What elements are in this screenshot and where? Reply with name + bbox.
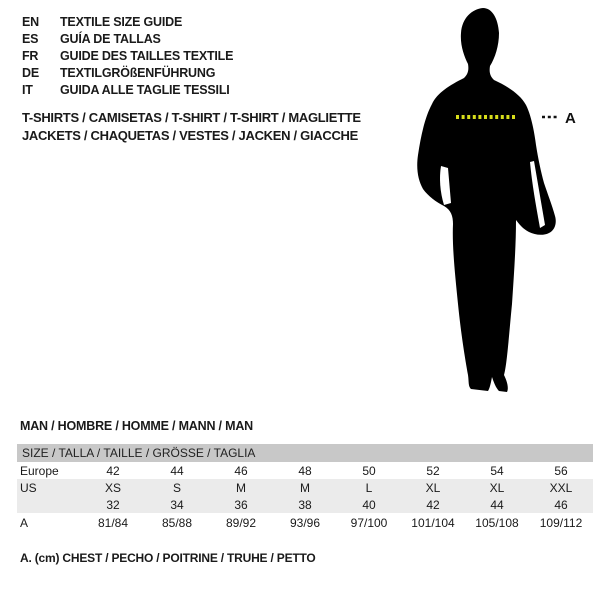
table-cell: L (365, 480, 373, 495)
language-row (22, 30, 233, 47)
language-title: GUIDE DES TAILLES TEXTILE (60, 48, 234, 63)
table-cell: 56 (554, 463, 568, 478)
table-cell: 105/108 (475, 515, 519, 530)
table-row-us (17, 479, 593, 496)
gender-heading: MAN / HOMBRE / HOMME / MANN / MAN (20, 419, 253, 433)
table-cell: 46 (554, 497, 568, 512)
table-cell: 97/100 (350, 515, 388, 530)
table-cell: 81/84 (97, 515, 129, 530)
table-cell: 50 (362, 463, 376, 478)
table-cell: 40 (362, 497, 376, 512)
row-label: A (20, 515, 29, 530)
language-title: GUIDA ALLE TAGLIE TESSILI (60, 82, 230, 97)
table-cell: XL (425, 480, 441, 495)
size-table-header: SIZE / TALLA / TAILLE / GRÖSSE / TAGLIA (17, 444, 593, 462)
measurement-footnote: A. (cm) CHEST / PECHO / POITRINE / TRUHE / PETTO (20, 551, 316, 565)
language-row (22, 13, 233, 30)
category-line-jackets: JACKETS / CHAQUETAS / VESTES / JACKEN / GIACCHE (22, 128, 358, 143)
table-cell: XS (104, 480, 121, 495)
language-title: GUÍA DE TALLAS (60, 31, 161, 46)
language-code: FR (22, 48, 39, 63)
language-list (22, 13, 233, 98)
table-cell: 48 (298, 463, 312, 478)
table-cell: XXL (549, 480, 573, 495)
table-cell: XL (489, 480, 505, 495)
language-row (22, 47, 233, 64)
language-row (22, 81, 233, 98)
man-silhouette-figure (395, 2, 600, 402)
table-cell: M (300, 480, 310, 495)
language-title: TEXTILE SIZE GUIDE (60, 14, 183, 29)
table-row-chest-cm (17, 513, 593, 532)
table-cell: 89/92 (225, 515, 257, 530)
table-cell: 52 (426, 463, 440, 478)
measure-label-a: A (565, 110, 576, 127)
table-cell: 32 (106, 497, 120, 512)
table-cell: 44 (170, 463, 184, 478)
table-cell: S (172, 480, 181, 495)
language-code: EN (22, 14, 39, 29)
garment-categories (22, 109, 361, 145)
language-code: DE (22, 65, 39, 80)
row-label: US (20, 480, 37, 495)
man-silhouette (417, 8, 556, 392)
language-code: IT (22, 82, 33, 97)
table-row-us-numeric (17, 496, 593, 513)
table-cell: 85/88 (161, 515, 193, 530)
table-cell: 42 (426, 497, 440, 512)
language-row (22, 64, 233, 81)
table-cell: 42 (106, 463, 120, 478)
table-cell: 54 (490, 463, 504, 478)
table-cell: 44 (490, 497, 504, 512)
table-cell: 38 (298, 497, 312, 512)
table-cell: 101/104 (411, 515, 455, 530)
table-cell: 36 (234, 497, 248, 512)
row-label: Europe (20, 463, 59, 478)
table-row-europe (17, 462, 593, 479)
category-line-tshirts: T-SHIRTS / CAMISETAS / T-SHIRT / T-SHIRT / MAGLIETTE (22, 110, 361, 125)
table-cell: 109/112 (539, 515, 583, 530)
language-title: TEXTILGRÖßENFÜHRUNG (60, 65, 216, 80)
size-table (17, 444, 593, 532)
table-cell: 34 (170, 497, 184, 512)
table-cell: M (236, 480, 246, 495)
table-cell: 46 (234, 463, 248, 478)
language-code: ES (22, 31, 39, 46)
table-cell: 93/96 (289, 515, 321, 530)
